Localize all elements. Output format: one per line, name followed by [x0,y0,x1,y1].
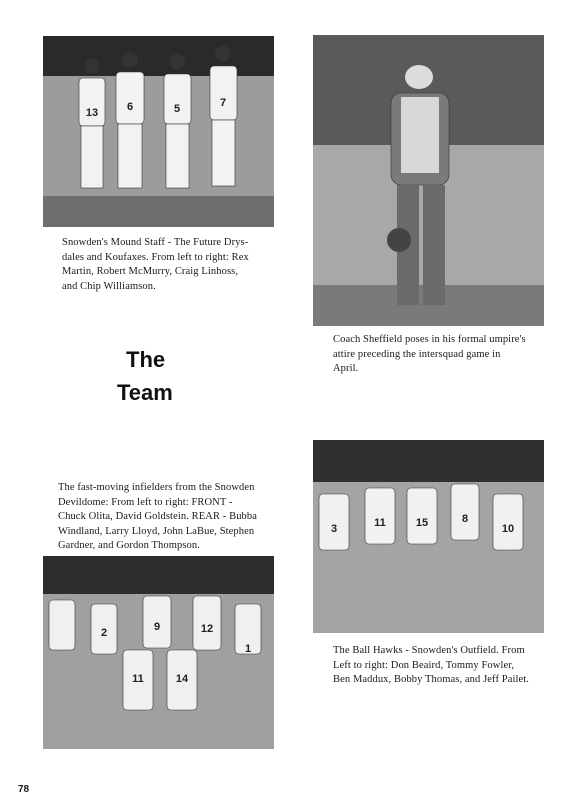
photo-infielders [43,556,274,749]
outfield-image [313,440,544,633]
caption-line: Gardner, and Gordon Thompson. [58,540,200,551]
jersey-number: 13 [85,107,99,119]
heading-the: The [126,347,166,372]
photo-outfield [313,440,544,633]
caption-line: The Ball Hawks - Snowden's Outfield. From [333,645,525,656]
jersey-number: 12 [200,623,214,635]
mound-staff-image [43,36,274,227]
jersey-number: 11 [132,673,144,685]
jersey-number: 9 [153,621,161,633]
jersey-number: 2 [100,627,108,639]
jersey-number: 7 [219,97,227,109]
jersey-number: 10 [501,523,515,535]
photo-umpire [313,35,544,326]
jersey-number: 3 [330,523,338,535]
caption-line: Devildome: From left to right: FRONT - [58,496,233,508]
jersey-number: 15 [415,517,429,529]
caption-line: Chuck Olita, David Goldstein. REAR - Bubba [58,511,258,522]
caption-line: Windland, Larry Lloyd, John LaBue, Stephen [58,525,255,537]
page-number: 78 [18,784,30,795]
caption-line: Snowden's Mound Staff - The Future Drys- [62,237,249,248]
caption-line: dales and Koufaxes. From left to right: Rex [62,251,249,263]
jersey-number: 5 [173,103,181,115]
infielders-image [43,556,274,749]
caption-umpire [333,333,526,377]
caption-line: attire preceding the intersquad game in [333,348,501,360]
jersey-number: 14 [175,673,189,685]
caption-line: and Chip Williamson. [62,280,156,292]
caption-line: Left to right: Don Beaird, Tommy Fowler, [333,659,515,671]
caption-line: Coach Sheffield poses in his formal umpire's [333,334,526,345]
caption-line: Ben Maddux, Bobby Thomas, and Jeff Pailet. [333,674,529,685]
caption-line: The fast-moving infielders from the Snowden [58,482,255,493]
jersey-number: 8 [461,513,469,525]
caption-infielders [58,481,257,554]
jersey-number: 6 [126,101,134,113]
caption-mound-staff [62,236,249,294]
photo-mound-staff [43,36,274,227]
umpire-image [313,35,544,326]
jersey-number: 1 [244,643,252,655]
heading-team: Team [117,380,173,405]
caption-line: Martin, Robert McMurry, Craig Linhoss, [62,266,239,277]
caption-line: April. [333,363,359,374]
jersey-number: 11 [374,517,386,529]
caption-outfield [333,644,529,688]
